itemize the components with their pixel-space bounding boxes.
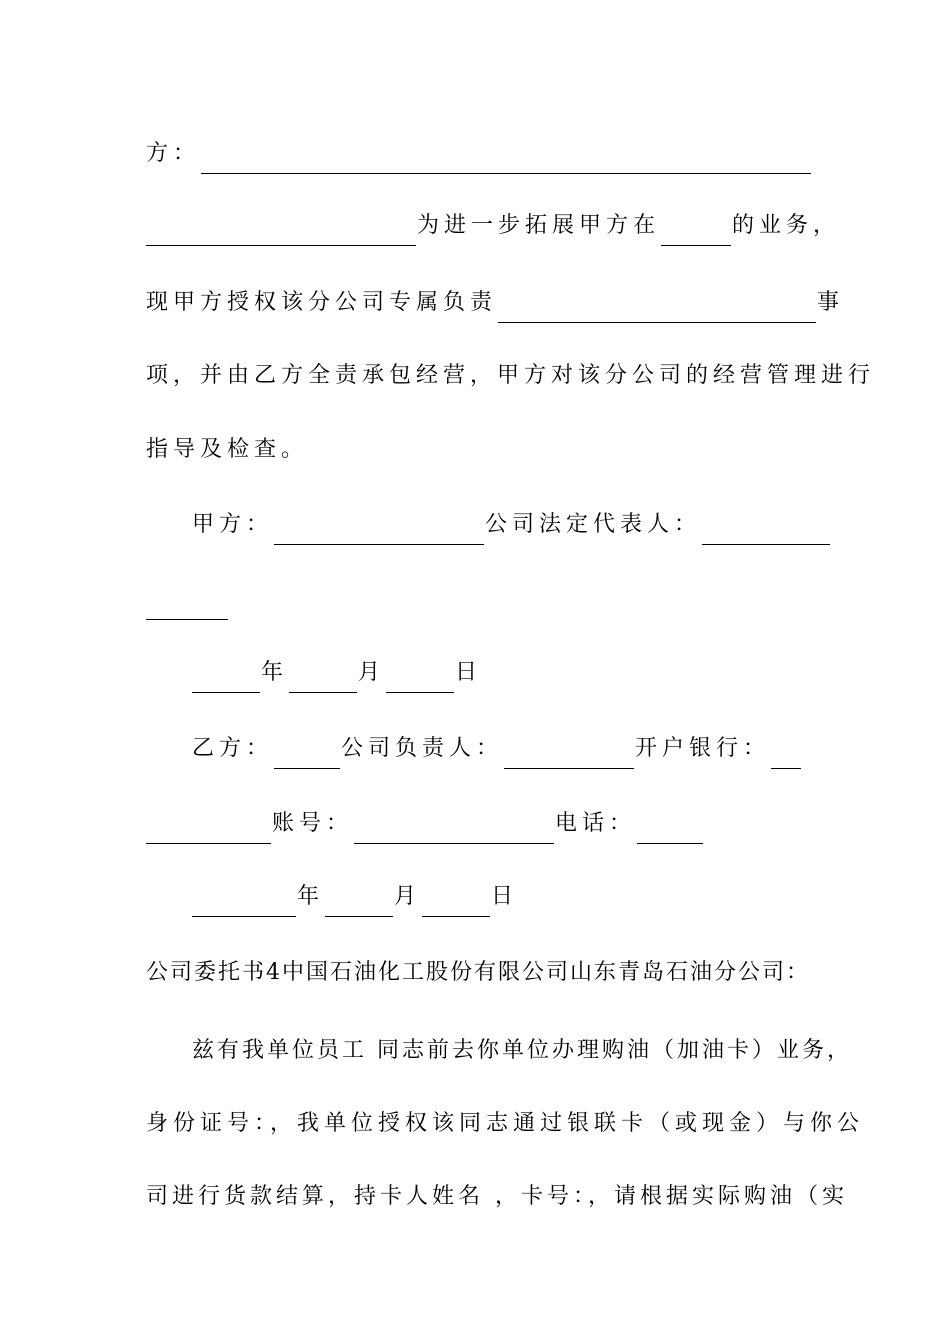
blank-field — [192, 662, 260, 693]
phone-label: 电话： — [555, 811, 637, 836]
blank-field — [146, 589, 228, 620]
text-segment: 现甲方授权该分公司专属负责 — [146, 290, 498, 315]
blank-field — [386, 662, 454, 693]
title-text: 公司委托书4中国石油化工股份有限公司山东青岛石油分公司： — [146, 960, 810, 985]
doc-line-1 — [146, 134, 812, 174]
blank-field — [498, 292, 816, 323]
party-b-line — [192, 729, 802, 769]
text-segment: 项，并由乙方全责承包经营，甲方对该分公司的经营管理进行 — [146, 363, 876, 388]
paragraph-line-1 — [192, 1031, 852, 1071]
bank-label: 开户银行： — [635, 736, 771, 761]
blank-continuation — [146, 580, 229, 620]
date-line-1 — [192, 653, 482, 693]
month-label: 月 — [358, 660, 386, 685]
month-label: 月 — [394, 884, 422, 909]
party-a-label: 甲方： — [192, 512, 274, 537]
day-label: 日 — [455, 660, 483, 685]
blank-field — [274, 514, 484, 545]
text-segment: 的业务， — [732, 213, 841, 238]
party-a-line — [192, 505, 831, 545]
blank-field — [289, 662, 357, 693]
text-segment: 身份证号：，我单位授权该同志通过银联卡（或现金）与你公 — [146, 1111, 865, 1136]
blank-field — [192, 886, 296, 917]
party-label: 方： — [146, 141, 201, 166]
account-line — [146, 804, 704, 844]
blank-field — [504, 738, 634, 769]
blank-field — [771, 738, 801, 769]
blank-field — [422, 886, 490, 917]
blank-field — [146, 215, 416, 246]
blank-field — [661, 215, 731, 246]
doc-line-5 — [146, 430, 308, 470]
letter-title — [146, 953, 810, 993]
account-label: 账号： — [272, 811, 354, 836]
text-segment: 指导及检查。 — [146, 437, 309, 462]
blank-field — [702, 514, 830, 545]
year-label: 年 — [297, 884, 325, 909]
rep-label: 公司法定代表人： — [485, 512, 702, 537]
doc-line-4 — [146, 356, 875, 396]
text-segment: 事 — [817, 290, 845, 315]
blank-field — [274, 738, 340, 769]
blank-field — [201, 143, 811, 174]
year-label: 年 — [261, 660, 289, 685]
day-label: 日 — [491, 884, 519, 909]
blank-field — [637, 813, 703, 844]
head-label: 公司负责人： — [341, 736, 504, 761]
text-segment: 兹有我单位员工 同志前去你单位办理购油（加油卡）业务， — [192, 1038, 852, 1063]
paragraph-line-3 — [146, 1177, 848, 1217]
party-b-label: 乙方： — [192, 736, 274, 761]
blank-field — [354, 813, 554, 844]
date-line-2 — [192, 877, 518, 917]
text-segment: 为进一步拓展甲方在 — [417, 213, 661, 238]
paragraph-line-2 — [146, 1104, 864, 1144]
doc-line-3 — [146, 283, 844, 323]
blank-field — [146, 813, 271, 844]
doc-line-2 — [146, 206, 840, 246]
text-segment: 司进行货款结算，持卡人姓名 ，卡号：，请根据实际购油（实 — [146, 1184, 848, 1209]
blank-field — [325, 886, 393, 917]
